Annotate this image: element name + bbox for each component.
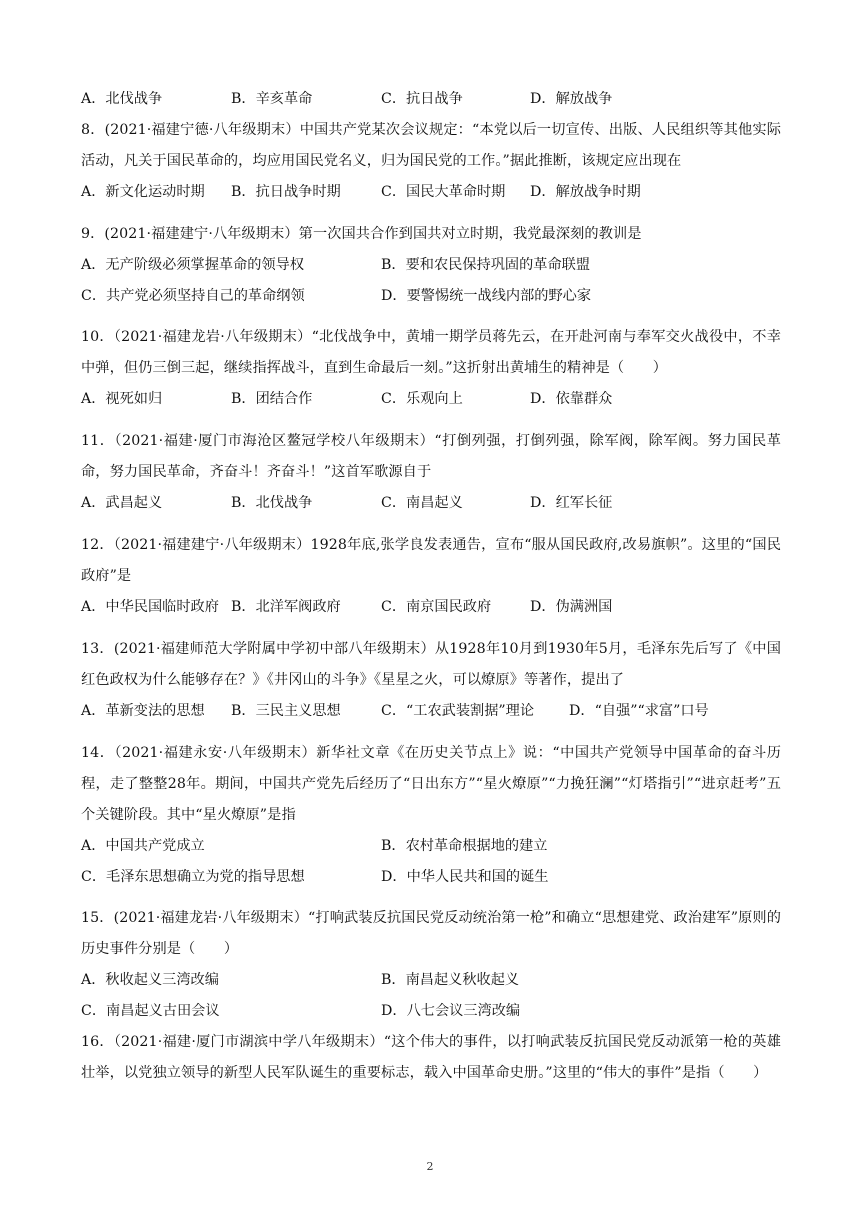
question-stem: 8．(2021·福建宁德·八年级期末）中国共产党某次会议规定：“本党以后一切宣传、出版、人民组织等其他实际活动，凡关于国民革命的，均应用国民党名义，归为国民党的工作。”据此推断，该规定应出现在 xyxy=(81,122,781,169)
question-stem: 12．（2021·福建建宁·八年级期末）1928年底,张学良发表通告，宣布“服从国民政府,改易旗帜”。这里的“国民政府”是 xyxy=(81,537,781,584)
option-c: C．“工农武装割据”理论 xyxy=(381,703,535,719)
option-b: B．团结合作 xyxy=(231,391,313,407)
page-number: 2 xyxy=(426,1160,434,1173)
question-14 xyxy=(81,738,781,893)
options-row xyxy=(81,965,781,996)
options-row xyxy=(81,696,781,727)
option-b: B．南昌起义秋收起义 xyxy=(381,972,520,988)
question-stem: 16．（2021·福建·厦门市湖滨中学八年级期末）“这个伟大的事件，以打响武装反抗国民党反动派第一枪的英雄壮举，以党独立领导的新型人民军队诞生的重要标志，载入中国革命史册。”这里的“伟大的事件”是指（ ） xyxy=(81,1034,781,1081)
option-d: D．依靠群众 xyxy=(530,391,613,407)
question-15 xyxy=(81,903,781,1027)
option-d: D．伪满洲国 xyxy=(530,599,613,615)
question-stem: 11．（2021·福建·厦门市海沧区鳌冠学校八年级期末）“打倒列强，打倒列强，除军阀，除军阀。努力国民革命，努力国民革命，齐奋斗！齐奋斗！”这首军歌源自于 xyxy=(81,433,781,480)
question-stem: 14．（2021·福建永安·八年级期末）新华社文章《在历史关节点上》说：“中国共产党领导中国革命的奋斗历程，走了整整28年。期间，中国共产党先后经历了“日出东方”“星火燎原”“力挽狂澜”“灯塔指引”“进京赶考”五个关键阶段。其中“星火燎原”是指 xyxy=(81,745,781,823)
question-stem: 9．(2021·福建建宁·八年级期末）第一次国共合作到国共对立时期，我党最深刻的教训是 xyxy=(81,226,642,242)
options-row xyxy=(81,281,781,312)
question-stem: 13．(2021·福建师范大学附属中学初中部八年级期末）从1928年10月到1930年5月，毛泽东先后写了《中国红色政权为什么能够存在？》《井冈山的斗争》《星星之火，可以燎原》等著作，提出了 xyxy=(81,641,781,688)
option-c: C．南昌起义古田会议 xyxy=(81,1003,220,1019)
options-row xyxy=(81,384,781,415)
option-c: C．毛泽东思想确立为党的指导思想 xyxy=(81,869,305,885)
option-a: A．中国共产党成立 xyxy=(81,838,205,854)
question-7 xyxy=(81,84,781,115)
question-13 xyxy=(81,634,781,727)
option-a: A．革新变法的思想 xyxy=(81,703,205,719)
question-10 xyxy=(81,322,781,415)
option-d: D．要警惕统一战线内部的野心家 xyxy=(381,288,592,304)
question-stem: 15．(2021·福建龙岩·八年级期末）“打响武装反抗国民党反动统治第一枪”和确立“思想建党、政治建军”原则的历史事件分别是（ ） xyxy=(81,910,781,957)
option-d: D．红军长征 xyxy=(530,495,613,511)
option-a: A．北伐战争 xyxy=(81,91,163,107)
question-11 xyxy=(81,426,781,519)
options-row xyxy=(81,250,781,281)
option-d: D．“自强”“求富”口号 xyxy=(569,703,709,719)
question-8 xyxy=(81,115,781,208)
option-c: C．共产党必须坚持自己的革命纲领 xyxy=(81,288,305,304)
options-row xyxy=(81,831,781,862)
option-c: C．国民大革命时期 xyxy=(381,184,506,200)
options-row xyxy=(81,996,781,1027)
question-stem: 10．（2021·福建龙岩·八年级期末）“北伐战争中，黄埔一期学员蒋先云，在开赴河南与奉军交火战役中，不幸中弹，但仍三倒三起，继续指挥战斗，直到生命最后一刻。”这折射出黄埔生的精神是（ ） xyxy=(81,329,781,376)
option-b: B．辛亥革命 xyxy=(231,91,313,107)
option-b: B．抗日战争时期 xyxy=(231,184,341,200)
option-b: B．北洋军阀政府 xyxy=(231,599,341,615)
option-c: C．乐观向上 xyxy=(381,391,463,407)
option-d: D．解放战争 xyxy=(530,91,613,107)
option-b: B．北伐战争 xyxy=(231,495,313,511)
option-a: A．中华民国临时政府 xyxy=(81,599,219,615)
option-d: D．八七会议三湾改编 xyxy=(381,1003,521,1019)
option-a: A．秋收起义三湾改编 xyxy=(81,972,219,988)
question-9 xyxy=(81,219,781,312)
option-b: B．三民主义思想 xyxy=(231,703,341,719)
option-a: A．新文化运动时期 xyxy=(81,184,205,200)
options-row xyxy=(81,592,781,623)
option-d: D．解放战争时期 xyxy=(530,184,641,200)
option-c: C．南京国民政府 xyxy=(381,599,492,615)
question-12 xyxy=(81,530,781,623)
question-16 xyxy=(81,1027,781,1089)
option-a: A．无产阶级必须掌握革命的领导权 xyxy=(81,257,305,273)
option-a: A．视死如归 xyxy=(81,391,163,407)
option-b: B．要和农民保持巩固的革命联盟 xyxy=(381,257,591,273)
options-row xyxy=(81,488,781,519)
option-b: B．农村革命根据地的建立 xyxy=(381,838,548,854)
options-row xyxy=(81,862,781,893)
option-d: D．中华人民共和国的诞生 xyxy=(381,869,549,885)
options-row xyxy=(81,84,781,115)
option-a: A．武昌起义 xyxy=(81,495,163,511)
option-c: C．抗日战争 xyxy=(381,91,463,107)
options-row xyxy=(81,177,781,208)
option-c: C．南昌起义 xyxy=(381,495,463,511)
